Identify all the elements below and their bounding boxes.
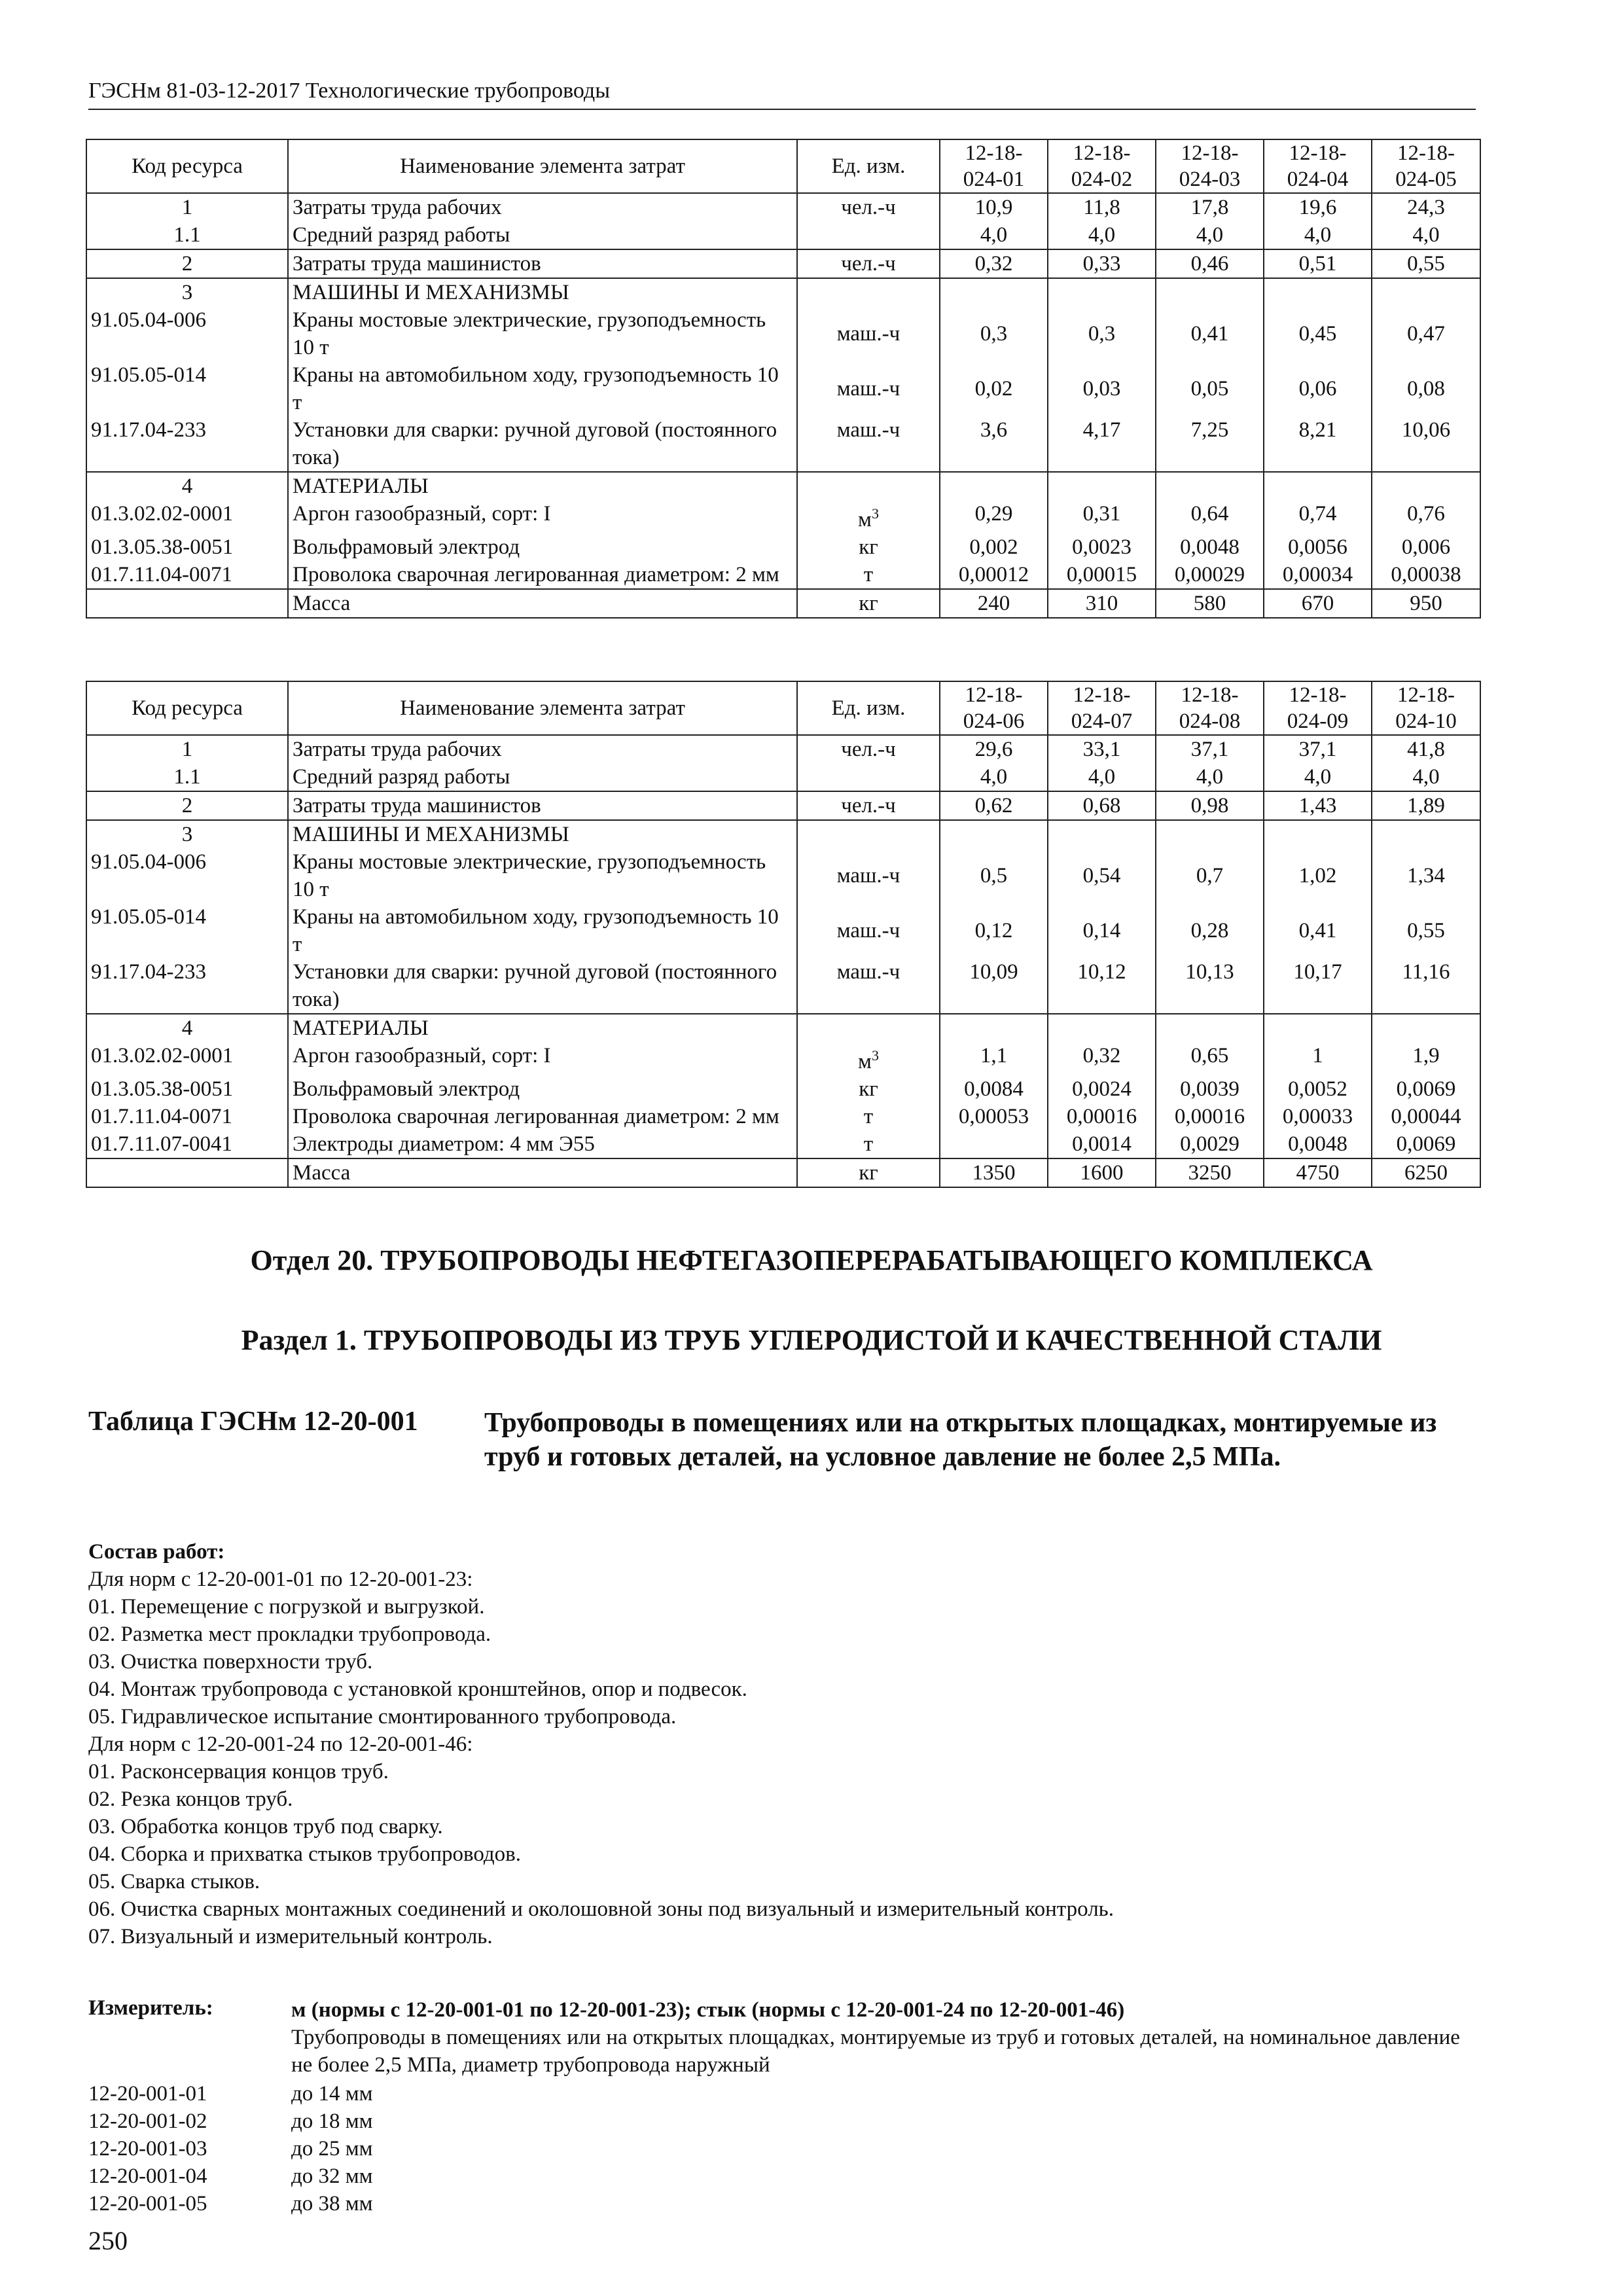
cost-value [1264,472,1372,500]
resource-name: Масса [288,1158,797,1187]
table-row [86,278,1480,306]
table-row [86,1158,1480,1187]
table-row [86,533,1480,561]
cost-value [940,278,1048,306]
cost-value: 4,0 [940,763,1048,791]
table-row [86,472,1480,500]
cost-value: 0,45 [1264,306,1372,361]
resource-code: 91.05.05-014 [86,903,288,958]
cost-value: 4750 [1264,1158,1372,1187]
norm-code: 12-20-001-04 [88,2164,207,2188]
composition-item: 03. Обработка концов труб под сварку. [88,1815,443,1839]
resource-name: Затраты труда рабочих [288,193,797,221]
code-row [88,2135,373,2162]
resource-unit: чел.-ч [797,735,940,763]
cost-value: 10,06 [1372,416,1480,472]
cost-value: 0,0029 [1156,1130,1264,1158]
resource-name: Масса [288,589,797,618]
table-row [86,500,1480,533]
resource-unit: маш.-ч [797,958,940,1014]
resource-unit [797,763,940,791]
cost-value: 1,43 [1264,791,1372,820]
cost-value: 0,41 [1156,306,1264,361]
cost-value: 11,16 [1372,958,1480,1014]
cost-value: 0,41 [1264,903,1372,958]
cost-value: 0,5 [940,848,1048,903]
table-row [86,1042,1480,1075]
resource-name: Средний разряд работы [288,763,797,791]
resource-code: 01.3.05.38-0051 [86,1075,288,1103]
resource-unit: маш.-ч [797,361,940,416]
resource-code: 1 [86,735,288,763]
cost-value: 1,9 [1372,1042,1480,1075]
table-row [86,1014,1480,1042]
cost-value: 4,0 [1048,221,1156,249]
resource-name: Краны на автомобильном ходу, грузоподъемность 10 т [288,361,797,416]
cost-value: 1 [1264,1042,1372,1075]
cost-value: 0,00015 [1048,561,1156,589]
composition-item: 05. Гидравлическое испытание смонтированного трубопровода. [88,1705,677,1729]
resource-code: 91.05.05-014 [86,361,288,416]
resource-unit [797,820,940,848]
resource-name: Вольфрамовый электрод [288,1075,797,1103]
cost-value: 10,13 [1156,958,1264,1014]
composition-item: 01. Расконсервация концов труб. [88,1760,389,1784]
header-rule [88,109,1476,110]
resource-unit [797,221,940,249]
composition-item: 07. Визуальный и измерительный контроль. [88,1925,493,1948]
resource-code: 3 [86,820,288,848]
cost-value [1048,1014,1156,1042]
cost-value [1156,820,1264,848]
code-row [88,2108,373,2135]
cost-value: 1,02 [1264,848,1372,903]
cost-value [940,1014,1048,1042]
cost-value: 0,32 [940,249,1048,278]
cost-value: 8,21 [1264,416,1372,472]
table-header-row [86,681,1480,735]
cost-value: 10,09 [940,958,1048,1014]
cost-value: 4,0 [1156,763,1264,791]
composition-item: 04. Монтаж трубопровода с установкой кронштейнов, опор и подвесок. [88,1677,747,1701]
cost-value: 0,3 [940,306,1048,361]
cost-value: 0,0052 [1264,1075,1372,1103]
norm-diameter: до 38 мм [291,2192,373,2215]
table-row [86,958,1480,1014]
norm-code-list [88,2080,373,2217]
resource-unit: маш.-ч [797,416,940,472]
header-norm-code: 12-18- 024-10 [1372,681,1480,735]
cost-value: 1350 [940,1158,1048,1187]
page-header-title: ГЭСНм 81-03-12-2017 Технологические трубопроводы [88,79,611,103]
cost-value: 0,0023 [1048,533,1156,561]
table-row [86,903,1480,958]
header-code: Код ресурса [86,681,288,735]
cost-value: 0,0024 [1048,1075,1156,1103]
norm-code: 12-20-001-01 [88,2082,207,2106]
cost-value: 37,1 [1156,735,1264,763]
cost-value [1156,278,1264,306]
table-label: Таблица ГЭСНм 12-20-001 [88,1407,418,1437]
cost-value [1372,1014,1480,1042]
resource-unit: кг [797,1158,940,1187]
cost-value: 3,6 [940,416,1048,472]
cost-value: 0,00034 [1264,561,1372,589]
norm-diameter: до 18 мм [291,2109,373,2133]
resource-code: 3 [86,278,288,306]
resource-code: 01.7.11.07-0041 [86,1130,288,1158]
cost-value: 4,0 [1264,221,1372,249]
header-code: Код ресурса [86,139,288,193]
resource-unit: $м^3$ [797,500,940,533]
header-name: Наименование элемента затрат [288,681,797,735]
composition-item: Для норм с 12-20-001-01 по 12-20-001-23: [88,1568,473,1591]
cost-value: 29,6 [940,735,1048,763]
header-norm-code: 12-18- 024-06 [940,681,1048,735]
cost-value: 0,46 [1156,249,1264,278]
composition-item: Для норм с 12-20-001-24 по 12-20-001-46: [88,1732,473,1756]
cost-value: 0,00016 [1048,1103,1156,1130]
cost-value: 0,31 [1048,500,1156,533]
composition-item: 02. Резка концов труб. [88,1787,293,1811]
cost-value [1264,1014,1372,1042]
code-row [88,2162,373,2190]
table-row [86,249,1480,278]
measure-label: Измеритель: [88,1996,213,2020]
measure-description: Трубопроводы в помещениях или на открытых площадках, монтируемые из труб и готовых деталей, на номинальное давление не более 2,5 МПа, диаметр трубопровода наружный [291,2026,1460,2077]
header-norm-code: 12-18- 024-02 [1048,139,1156,193]
resource-name: Электроды диаметром: 4 мм Э55 [288,1130,797,1158]
resource-unit: т [797,561,940,589]
resource-code: 01.7.11.04-0071 [86,1103,288,1130]
cost-value: 1,1 [940,1042,1048,1075]
resource-code [86,1158,288,1187]
composition-item: 06. Очистка сварных монтажных соединений и околошовной зоны под визуальный и измерительный контроль. [88,1897,1114,1921]
cost-value: 4,0 [1048,763,1156,791]
cost-value: 0,3 [1048,306,1156,361]
resource-code: 91.05.04-006 [86,306,288,361]
resource-code: 1.1 [86,221,288,249]
resource-code [86,589,288,618]
resource-code: 1.1 [86,763,288,791]
razdel-title: Раздел 1. ТРУБОПРОВОДЫ ИЗ ТРУБ УГЛЕРОДИСТОЙ И КАЧЕСТВЕННОЙ СТАЛИ [241,1324,1382,1356]
cost-value: 0,55 [1372,903,1480,958]
composition-item: 04. Сборка и прихватка стыков трубопроводов. [88,1842,522,1866]
cost-value: 950 [1372,589,1480,618]
composition-list [88,1566,1114,1950]
table-row [86,1075,1480,1103]
cost-value [1372,278,1480,306]
cost-value: 0,0056 [1264,533,1372,561]
table-caption: Трубопроводы в помещениях или на открытых площадках, монтируемые из труб и готовых деталей, на условное давление не более 2,5 МПа. [484,1408,1437,1472]
cost-value: 0,0039 [1156,1075,1264,1103]
resource-code: 4 [86,472,288,500]
resource-name: Средний разряд работы [288,221,797,249]
cost-value [940,472,1048,500]
resource-code: 01.3.02.02-0001 [86,1042,288,1075]
cost-value: 37,1 [1264,735,1372,763]
cost-value: 0,12 [940,903,1048,958]
cost-value [1264,278,1372,306]
cost-value: 4,0 [1156,221,1264,249]
cost-value: 0,00012 [940,561,1048,589]
cost-value [1156,1014,1264,1042]
cost-value: 670 [1264,589,1372,618]
resource-unit: кг [797,1075,940,1103]
cost-value: 0,55 [1372,249,1480,278]
cost-value: 4,0 [1372,221,1480,249]
cost-value: 11,8 [1048,193,1156,221]
resource-unit: маш.-ч [797,903,940,958]
code-row [88,2080,373,2108]
resource-code: 91.05.04-006 [86,848,288,903]
header-norm-code: 12-18- 024-05 [1372,139,1480,193]
cost-value [940,820,1048,848]
cost-value: 0,54 [1048,848,1156,903]
cost-value: 0,64 [1156,500,1264,533]
measure-head: м (нормы с 12-20-001-01 по 12-20-001-23); стык (нормы с 12-20-001-24 по 12-20-001-46) [291,1998,1125,2022]
resource-unit [797,472,940,500]
cost-value: 0,65 [1156,1042,1264,1075]
composition-item: 02. Разметка мест прокладки трубопровода. [88,1623,491,1646]
cost-value: 0,0014 [1048,1130,1156,1158]
cost-value [940,1130,1048,1158]
cost-value: 4,0 [1264,763,1372,791]
cost-value: 0,47 [1372,306,1480,361]
cost-value: 10,12 [1048,958,1156,1014]
cost-value: 0,0069 [1372,1130,1480,1158]
cost-value: 0,0069 [1372,1075,1480,1103]
header-norm-code: 12-18- 024-01 [940,139,1048,193]
table-row [86,820,1480,848]
header-norm-code: 12-18- 024-07 [1048,681,1156,735]
cost-value [1372,472,1480,500]
cost-value: 0,0048 [1156,533,1264,561]
cost-value: 0,68 [1048,791,1156,820]
table-row [86,306,1480,361]
cost-value: 0,32 [1048,1042,1156,1075]
resource-unit: кг [797,589,940,618]
cost-value: 0,002 [940,533,1048,561]
cost-value [1048,820,1156,848]
table-row [86,1130,1480,1158]
cost-value: 33,1 [1048,735,1156,763]
norm-code: 12-20-001-02 [88,2109,207,2133]
cost-value: 10,9 [940,193,1048,221]
cost-value [1264,820,1372,848]
resource-code: 01.7.11.04-0071 [86,561,288,589]
resource-unit: $м^3$ [797,1042,940,1075]
cost-value: 580 [1156,589,1264,618]
table-row [86,791,1480,820]
resource-name: Проволока сварочная легированная диаметром: 2 мм [288,1103,797,1130]
header-name: Наименование элемента затрат [288,139,797,193]
cost-value: 17,8 [1156,193,1264,221]
norm-diameter: до 14 мм [291,2082,373,2106]
cost-value: 4,0 [1372,763,1480,791]
norm-code: 12-20-001-05 [88,2192,207,2215]
cost-value: 0,51 [1264,249,1372,278]
cost-value: 7,25 [1156,416,1264,472]
cost-value [1048,278,1156,306]
cost-value: 0,00029 [1156,561,1264,589]
cost-value: 0,14 [1048,903,1156,958]
cost-value: 0,62 [940,791,1048,820]
norm-table-1 [86,139,1481,619]
code-row [88,2190,373,2217]
resource-code: 1 [86,193,288,221]
cost-value [1156,472,1264,500]
cost-value: 1,34 [1372,848,1480,903]
norm-table-2 [86,681,1481,1188]
resource-name: Проволока сварочная легированная диаметром: 2 мм [288,561,797,589]
cost-value: 0,28 [1156,903,1264,958]
resource-name: Аргон газообразный, сорт: I [288,500,797,533]
resource-name: Аргон газообразный, сорт: I [288,1042,797,1075]
norm-diameter: до 25 мм [291,2137,373,2161]
resource-code: 01.3.02.02-0001 [86,500,288,533]
cost-value [1372,820,1480,848]
measure-block [291,1996,1469,2079]
cost-value: 41,8 [1372,735,1480,763]
resource-code: 91.17.04-233 [86,416,288,472]
resource-name: Затраты труда машинистов [288,249,797,278]
work-composition [88,1538,1114,1950]
resource-code: 01.3.05.38-0051 [86,533,288,561]
table-row [86,221,1480,249]
header-unit: Ед. изм. [797,139,940,193]
resource-unit: чел.-ч [797,249,940,278]
cost-value: 0,76 [1372,500,1480,533]
resource-unit: маш.-ч [797,306,940,361]
table-row [86,1103,1480,1130]
resource-name: Затраты труда машинистов [288,791,797,820]
table-row [86,193,1480,221]
cost-value: 0,02 [940,361,1048,416]
otdel-title: Отдел 20. ТРУБОПРОВОДЫ НЕФТЕГАЗОПЕРЕРАБАТЫВАЮЩЕГО КОМПЛЕКСА [250,1244,1373,1276]
resource-name: МАТЕРИАЛЫ [288,472,797,500]
page-number: 250 [88,2226,128,2255]
resource-unit [797,278,940,306]
resource-unit: чел.-ч [797,193,940,221]
resource-unit: кг [797,533,940,561]
cost-value: 0,03 [1048,361,1156,416]
header-norm-code: 12-18- 024-03 [1156,139,1264,193]
cost-value: 1600 [1048,1158,1156,1187]
resource-name: Краны на автомобильном ходу, грузоподъемность 10 т [288,903,797,958]
cost-value: 0,74 [1264,500,1372,533]
resource-unit: чел.-ч [797,791,940,820]
cost-value: 4,17 [1048,416,1156,472]
header-norm-code: 12-18- 024-08 [1156,681,1264,735]
cost-value: 6250 [1372,1158,1480,1187]
norm-code: 12-20-001-03 [88,2137,207,2161]
resource-code: 91.17.04-233 [86,958,288,1014]
resource-code: 2 [86,791,288,820]
cost-value: 0,06 [1264,361,1372,416]
resource-name: Установки для сварки: ручной дуговой (постоянного тока) [288,416,797,472]
cost-value: 24,3 [1372,193,1480,221]
cost-value: 10,17 [1264,958,1372,1014]
table-row [86,416,1480,472]
cost-value: 3250 [1156,1158,1264,1187]
cost-value: 310 [1048,589,1156,618]
table-row [86,589,1480,618]
cost-value: 0,00053 [940,1103,1048,1130]
resource-name: Вольфрамовый электрод [288,533,797,561]
resource-unit: маш.-ч [797,848,940,903]
cost-value: 0,00033 [1264,1103,1372,1130]
composition-item: 05. Сварка стыков. [88,1870,260,1893]
cost-value: 240 [940,589,1048,618]
cost-value: 1,89 [1372,791,1480,820]
norm-diameter: до 32 мм [291,2164,373,2188]
resource-unit: т [797,1130,940,1158]
cost-value: 0,98 [1156,791,1264,820]
table-row [86,763,1480,791]
cost-value: 0,00044 [1372,1103,1480,1130]
composition-item: 01. Перемещение с погрузкой и выгрузкой. [88,1595,485,1619]
table-row [86,361,1480,416]
table-row [86,561,1480,589]
header-norm-code: 12-18- 024-04 [1264,139,1372,193]
composition-title: Состав работ: [88,1540,225,1564]
resource-unit: т [797,1103,940,1130]
cost-value: 0,00016 [1156,1103,1264,1130]
cost-value: 4,0 [940,221,1048,249]
resource-name: МАШИНЫ И МЕХАНИЗМЫ [288,278,797,306]
resource-name: Затраты труда рабочих [288,735,797,763]
table-row [86,735,1480,763]
resource-code: 2 [86,249,288,278]
cost-value: 0,006 [1372,533,1480,561]
cost-value: 0,08 [1372,361,1480,416]
resource-name: МАТЕРИАЛЫ [288,1014,797,1042]
table-row [86,848,1480,903]
resource-unit [797,1014,940,1042]
cost-value [1048,472,1156,500]
cost-value: 0,7 [1156,848,1264,903]
composition-item: 03. Очистка поверхности труб. [88,1650,373,1674]
cost-value: 0,29 [940,500,1048,533]
resource-code: 4 [86,1014,288,1042]
resource-name: Краны мостовые электрические, грузоподъемность 10 т [288,306,797,361]
resource-name: Краны мостовые электрические, грузоподъемность 10 т [288,848,797,903]
resource-name: Установки для сварки: ручной дуговой (постоянного тока) [288,958,797,1014]
cost-value: 0,05 [1156,361,1264,416]
resource-name: МАШИНЫ И МЕХАНИЗМЫ [288,820,797,848]
header-norm-code: 12-18- 024-09 [1264,681,1372,735]
header-unit: Ед. изм. [797,681,940,735]
cost-value: 19,6 [1264,193,1372,221]
table-header-row [86,139,1480,193]
cost-value: 0,0048 [1264,1130,1372,1158]
cost-value: 0,0084 [940,1075,1048,1103]
cost-value: 0,00038 [1372,561,1480,589]
cost-value: 0,33 [1048,249,1156,278]
